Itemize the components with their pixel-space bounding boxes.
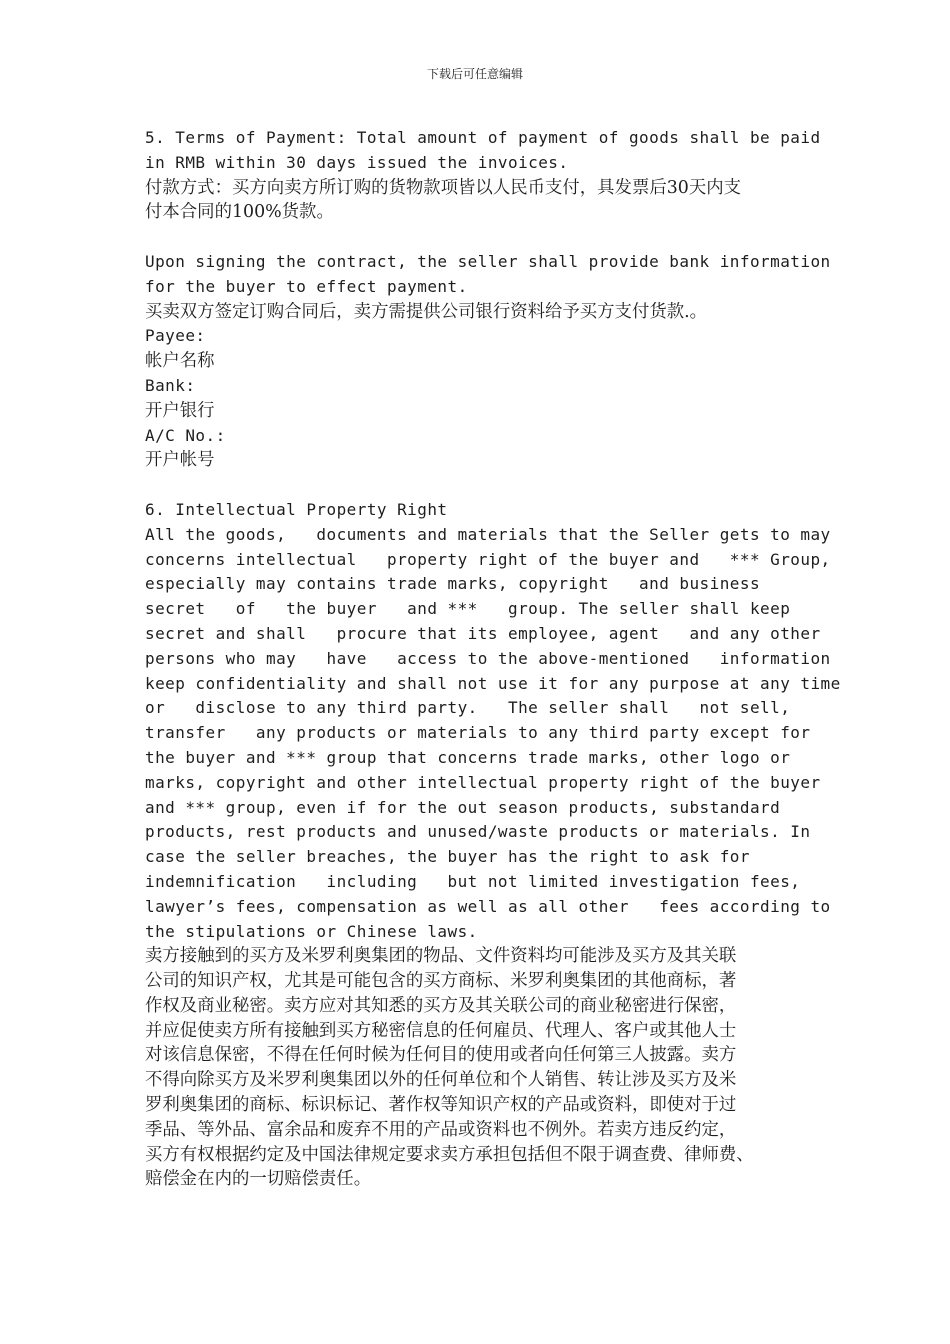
section-title: 6. Intellectual Property Right bbox=[145, 499, 448, 519]
bank-label-zh: 开户银行 bbox=[145, 400, 215, 421]
ip-zh-line: 对该信息保密，不得在任何时候为任何目的使用或者向任何第三人披露。卖方 bbox=[145, 1045, 737, 1066]
ip-en-line: secret of the buyer and *** group. The seller shall keep bbox=[145, 599, 791, 619]
account-number-label: A/C No.: bbox=[145, 425, 226, 445]
ip-zh-line: 赔偿金在内的一切赔偿责任。 bbox=[145, 1169, 372, 1190]
ip-zh-line: 买方有权根据约定及中国法律规定要求卖方承担包括但不限于调查费、律师费、 bbox=[145, 1144, 754, 1165]
ip-en-line: the stipulations or Chinese laws. bbox=[145, 921, 478, 941]
payment-terms-zh-line-2: 付本合同的100%货款。 bbox=[145, 202, 334, 223]
ip-en-line: lawyer’s fees, compensation as well as all other fees according to bbox=[145, 896, 831, 916]
ip-en-line: especially may contains trade marks, copyright and business bbox=[145, 574, 761, 594]
ip-en-line: secret and shall procure that its employee, agent and any other bbox=[145, 623, 821, 643]
ip-zh-line: 并应促使卖方所有接触到买方秘密信息的任何雇员、代理人、客户或其他人士 bbox=[145, 1020, 737, 1041]
account-number-label-zh: 开户帐号 bbox=[145, 450, 215, 471]
bank-info-en-line-1: Upon signing the contract, the seller shall provide bank information bbox=[145, 251, 831, 271]
ip-zh-line: 卖方接触到的买方及米罗利奥集团的物品、文件资料均可能涉及买方及其关联 bbox=[145, 946, 737, 967]
bank-info-en-line-2: for the buyer to effect payment. bbox=[145, 276, 468, 296]
ip-en-line: marks, copyright and other intellectual property right of the buyer bbox=[145, 772, 821, 792]
paragraph-gap bbox=[145, 225, 815, 250]
bank-info-zh: 买卖双方签定订购合同后，卖方需提供公司银行资料给予买方支付货款.。 bbox=[145, 301, 708, 322]
ip-en-line: concerns intellectual property right of the buyer and *** Group, bbox=[145, 549, 831, 569]
ip-en-line: or disclose to any third party. The seller shall not sell, bbox=[145, 698, 791, 718]
page-header: 下载后可任意编辑 bbox=[426, 67, 523, 81]
payment-terms-en-line-2: in RMB within 30 days issued the invoices. bbox=[145, 152, 569, 172]
ip-en-line: persons who may have access to the above-mentioned information bbox=[145, 648, 831, 668]
payment-terms-zh-line-1: 付款方式：买方向卖方所订购的货物款项皆以人民币支付，具发票后30天内支 bbox=[145, 177, 742, 198]
section-terms-of-payment bbox=[145, 126, 831, 473]
payment-terms-en-line-1: 5. Terms of Payment: Total amount of payment of goods shall be paid bbox=[145, 128, 821, 147]
ip-zh-line: 季品、等外品、富余品和废弃不用的产品或资料也不例外。若卖方违反约定， bbox=[145, 1119, 737, 1140]
bank-label: Bank: bbox=[145, 375, 196, 395]
ip-en-line: case the seller breaches, the buyer has the right to ask for bbox=[145, 847, 750, 867]
ip-en-line: and *** group, even if for the out season products, substandard bbox=[145, 797, 781, 817]
ip-en-line: All the goods, documents and materials that the Seller gets to may bbox=[145, 524, 831, 544]
section-intellectual-property bbox=[145, 498, 841, 1192]
ip-en-line: products, rest products and unused/waste products or materials. In bbox=[145, 822, 811, 842]
ip-en-line: keep confidentiality and shall not use it for any purpose at any time bbox=[145, 673, 841, 693]
ip-zh-line: 作权及商业秘密。卖方应对其知悉的买方及其关联公司的商业秘密进行保密， bbox=[145, 995, 737, 1016]
ip-zh-line: 公司的知识产权，尤其是可能包含的买方商标、米罗利奥集团的其他商标，著 bbox=[145, 971, 737, 992]
payee-label-zh: 帐户名称 bbox=[145, 351, 215, 372]
ip-en-line: transfer any products or materials to any third party except for bbox=[145, 723, 811, 743]
document-body bbox=[145, 126, 841, 1192]
ip-en-line: the buyer and *** group that concerns trade marks, other logo or bbox=[145, 747, 791, 767]
ip-zh-line: 罗利奥集团的商标、标识标记、著作权等知识产权的产品或资料，即使对于过 bbox=[145, 1095, 737, 1116]
ip-en-line: indemnification including but not limited investigation fees, bbox=[145, 871, 801, 891]
paragraph-gap bbox=[145, 473, 815, 498]
payee-label: Payee: bbox=[145, 326, 206, 346]
ip-zh-line: 不得向除买方及米罗利奥集团以外的任何单位和个人销售、转让涉及买方及米 bbox=[145, 1070, 737, 1091]
